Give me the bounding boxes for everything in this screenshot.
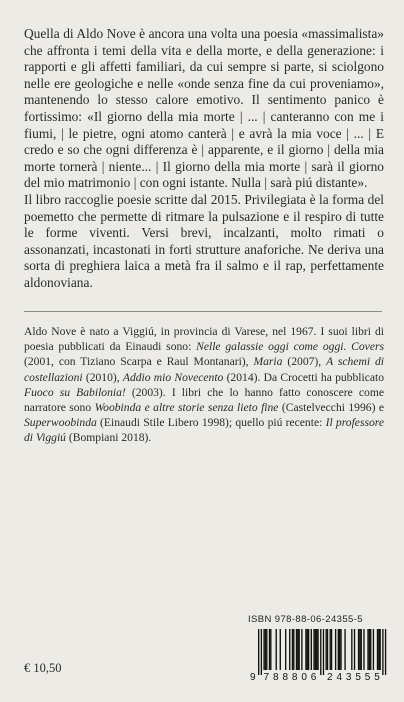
barcode-bar [367,629,368,670]
isbn-barcode [248,627,388,687]
barcode-digit: 2 [327,672,333,683]
barcode-bar [269,629,270,670]
price-label: € 10,50 [24,661,62,675]
barcode-bar [270,629,271,670]
barcode-digit: 8 [273,672,279,683]
barcode-bar [358,629,359,670]
blurb-paragraph-1: Quella di Aldo Nove è ancora una volta una poesia «massimalista» che affronta i temi della vita e della morte, e della generazione: i rapporti e gli affetti familiari, da cui sempre si parte, si sciolgono nelle ere geologiche e nelle «onde senza fine da cui proveniamo», mantenendo lo stesso calore emotivo. Il sentimento panico è fortissimo: «Il giorno della mia morte | ... | canteranno con me i fiumi, | le pietre, ogni atomo canterà | e avrà la mia voce | ... | E credo e so che ogni differenza è | apparente, e il giorno | della mia morte tornerà | niente... | Il giorno della mia morte | sarà il giorno del mio matrimonio | con ogni istante. Nulla | sarà piú distante». [24,26,384,191]
barcode-bar [292,629,293,670]
barcode-digit: 5 [355,672,361,683]
barcode-bar [316,629,317,670]
barcode-digit: 0 [301,672,307,683]
barcode-digit: 8 [291,672,298,683]
barcode-digit: 6 [310,672,317,683]
barcode-bar [311,629,312,670]
barcode-bar [340,629,341,670]
isbn-label: ISBN 978-88-06-24355-5 [248,614,363,625]
barcode-bar [293,629,294,670]
barcode-bar [258,629,259,675]
barcode-bar [385,629,386,675]
barcode-bar [330,629,331,670]
barcode-digit: 5 [364,672,371,683]
barcode-bar [323,629,324,675]
barcode-bar [285,629,286,670]
barcode-digit: 5 [374,672,380,683]
barcode-bar [361,629,362,670]
barcode-bar [369,629,370,670]
barcode-bar [373,629,374,670]
barcode-digit: 4 [336,672,343,683]
barcode-bar [351,629,352,670]
blurb-paragraph-2: Il libro raccoglie poesie scritte dal 2015. Privilegiata è la forma del poemetto che permette di ritmare la pulsazione e il respiro di tutte le forme viventi. Versi brevi, incalzanti, molto rimati o assonanzati, incastonati in forti strutture anaforiche. Ne deriva una sorta di preghiera laica a metà fra il salmo e il rap, perfettamente aldonoviana. [24,191,384,290]
barcode-bar [276,629,277,670]
barcode-bar [301,629,302,670]
barcode-digit: 8 [282,672,289,683]
barcode-bar [305,629,306,670]
barcode-bar [299,629,300,670]
barcode-digit: 9 [250,672,256,683]
section-divider [24,311,382,312]
barcode-bar [265,629,266,670]
author-bio-text: Aldo Nove è nato a Viggiú, in provincia di Varese, nel 1967. I suoi libri di poesia pubblicati da Einaudi sono: Nelle galassie oggi come oggi. Covers (2001, con Tiziano Scarpa e Raul Montanari), Maria (2007), A schemi di costellazioni (2010), Addio mio Novecento (2014). Da Crocetti ha pubblicato Fuoco su Babilonia! (2003). I libri che lo hanno fatto conoscere come narratore sono Woobinda e altre storie senza lieto fine (Castelvecchi 1996) e Superwoobinda (Einaudi Stile Libero 1998); quello piú recente: Il professore di Viggiú (Bompiani 2018). [24,325,385,445]
barcode-bar [308,629,309,670]
barcode-bar [266,629,267,670]
barcode-bar [344,629,345,670]
barcode-bar [354,629,355,670]
barcode-bar [370,629,371,670]
barcode-bar [378,629,379,670]
author-bio [24,324,384,446]
barcode-bar [307,629,308,670]
barcode-bar [280,629,281,670]
barcode-bar [315,629,316,670]
barcode-bar [380,629,381,670]
barcode-bar [327,629,328,670]
barcode-bar [382,629,383,675]
barcode-bar [359,629,360,670]
barcode-bar [326,629,327,670]
barcode-digit: 7 [263,672,270,683]
barcode-bar [331,629,332,670]
barcode-bar [263,629,264,670]
barcode-bar [377,629,378,670]
barcode-bar [335,629,336,670]
barcode-bar [317,629,318,670]
barcode-bar [297,629,298,670]
barcode-bar [261,629,262,675]
barcode-bar [338,629,339,670]
barcode-bar [296,629,297,670]
back-cover-blurb [24,26,384,292]
barcode-bar [339,629,340,670]
barcode-bar [320,629,321,675]
barcode-digit: 3 [345,672,352,683]
barcode-bar [289,629,290,670]
barcode-bar [363,629,364,670]
barcode-bar [313,629,314,670]
